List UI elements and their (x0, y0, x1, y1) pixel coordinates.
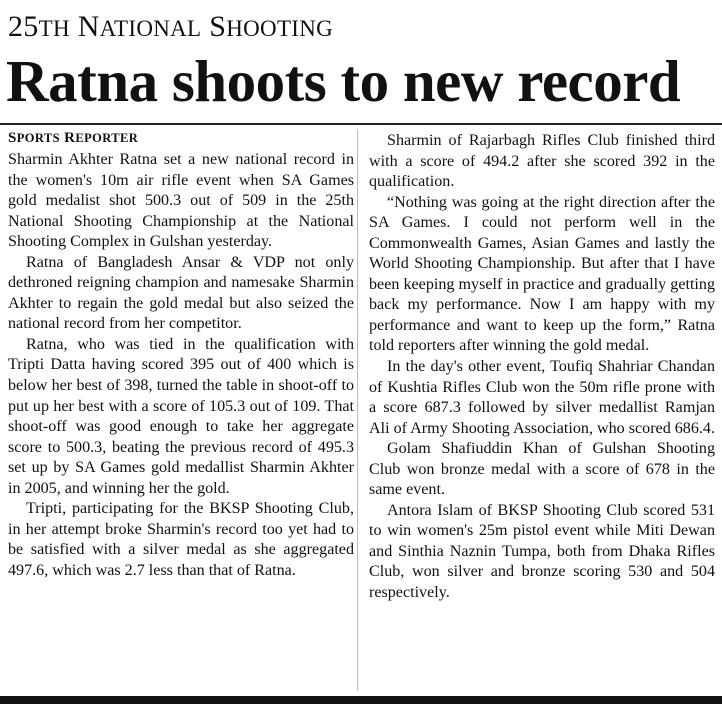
byline-rest-2: EPORTER (75, 131, 139, 145)
section-kicker (8, 10, 333, 46)
byline-initial-1: S (8, 130, 17, 146)
article-column-left (8, 129, 354, 581)
kicker-word2-rest: HOOTING (226, 16, 334, 41)
byline-initial-2: R (64, 130, 76, 146)
paragraph: Tripti, participating for the BKSP Shooting Club, in her attempt broke Sharmin's record too yet had to be satisfied with a silver medal as she aggregated 497.6, which was 2.7 less than that of Ratna. (8, 500, 354, 579)
kicker-word-rest: ATIONAL (99, 16, 202, 41)
header-rule (0, 123, 722, 125)
article-column-right (369, 131, 715, 604)
headline: Ratna shoots to new record (6, 48, 681, 114)
paragraph: Golam Shafiuddin Khan of Gulshan Shooting Club won bronze medal with a score of 678 in the same event. (369, 440, 715, 499)
byline-rest-1: PORTS (16, 131, 60, 145)
kicker-number: 25 (8, 10, 39, 43)
paragraph: Ratna of Bangladesh Ansar & VDP not only dethroned reigning champion and namesake Sharmin Akhter to regain the gold medal but also seized the national record from her competitor. (8, 253, 354, 333)
paragraph: “Nothing was going at the right direction after the SA Games. I could not perform well in the Commonwealth Games, Asian Games and lastly the World Shooting Championship. But after that I have been keeping myself in practice and gradually getting back my performance. Now I am happy with my performance and want to keep up the form,” Ratna told reporters after winning the gold medal. (369, 193, 715, 355)
bottom-rule (0, 696, 722, 704)
paragraph: Sharmin Akhter Ratna set a new national record in the women's 10m air rifle event when SA Games gold medalist shot 500.3 out of 509 in the 25th National Shooting Championship at the National Shooting Complex in Gulshan yesterday. (8, 151, 354, 251)
kicker-word2-initial: S (209, 10, 227, 43)
column-divider (357, 129, 358, 691)
paragraph: Ratna, who was tied in the qualification with Tripti Datta having scored 395 out of 400 which is below her best of 398, turned the table in shoot-off to put up her best with a score of 105.3 out of 109. That shoot-off was good enough to take her aggregate score to 500.3, beating the previous record of 495.3 set up by SA Games gold medallist Sharmin Akhter in 2005, and winning her the gold. (8, 335, 354, 497)
kicker-word-initial: N (77, 10, 100, 43)
paragraph: Antora Islam of BKSP Shooting Club scored 531 to win women's 25m pistol event while Miti Dewan and Sinthia Naznin Tumpa, both from Dhaka Rifles Club, won silver and bronze scoring 530 and 504 respectively. (369, 501, 715, 602)
paragraph: In the day's other event, Toufiq Shahriar Chandan of Kushtia Rifles Club won the 50m rifle prone with a score 687.3 followed by silver medallist Ramjan Ali of Army Shooting Association, who scored 686.4. (369, 358, 715, 437)
paragraph: Sharmin of Rajarbagh Rifles Club finished third with a score of 494.2 after she scored 392 in the qualification. (369, 132, 715, 191)
byline (8, 129, 354, 147)
kicker-suffix: TH (38, 16, 70, 41)
